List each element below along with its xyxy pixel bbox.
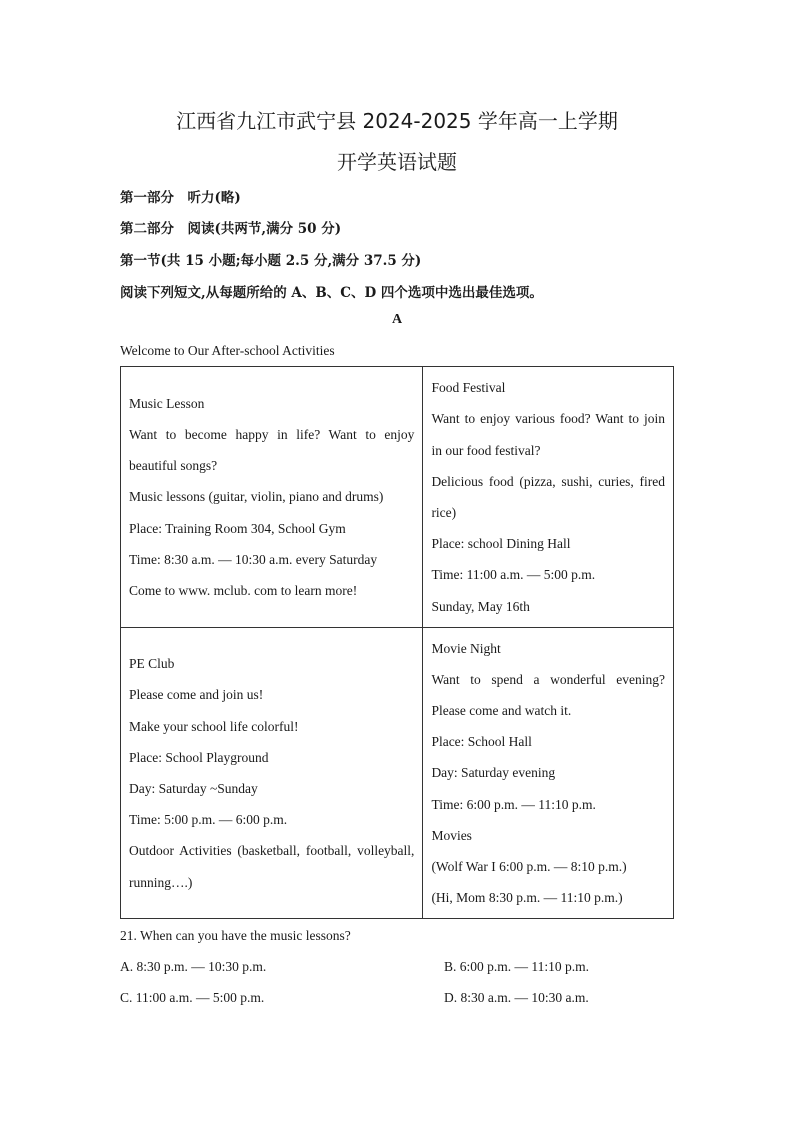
music-lesson-cell bbox=[121, 367, 423, 628]
movie-title: Movie Night bbox=[431, 640, 501, 656]
food-line: Delicious food (pizza, sushi, curies, fired bbox=[431, 473, 665, 489]
pe-line: Make your school life colorful! bbox=[129, 718, 299, 734]
movie-line: (Hi, Mom 8:30 p.m. — 11:10 p.m.) bbox=[431, 890, 623, 906]
option-d: D. 8:30 a.m. — 10:30 a.m. bbox=[444, 990, 589, 1005]
pe-title: PE Club bbox=[129, 656, 175, 672]
food-title: Food Festival bbox=[431, 380, 506, 396]
pe-line: Outdoor Activities (basketball, football, volleyball, bbox=[129, 843, 415, 859]
food-line: Sunday, May 16th bbox=[431, 598, 530, 614]
part1-heading: 第一部分 听力(略) bbox=[120, 190, 241, 206]
food-line: in our food festival? bbox=[431, 442, 541, 458]
movie-line: (Wolf War I 6:00 p.m. — 8:10 p.m.) bbox=[431, 859, 627, 874]
option-c: C. 11:00 a.m. — 5:00 p.m. bbox=[120, 990, 265, 1005]
food-line: rice) bbox=[431, 505, 457, 520]
pe-line: Place: School Playground bbox=[129, 749, 269, 765]
food-line: Time: 11:00 a.m. — 5:00 p.m. bbox=[431, 567, 596, 583]
music-line: Want to become happy in life? Want to enjoy bbox=[129, 426, 415, 442]
music-line: Come to www. mclub. com to learn more! bbox=[129, 583, 358, 598]
pe-club-cell bbox=[121, 628, 423, 919]
pe-line: Time: 5:00 p.m. — 6:00 p.m. bbox=[129, 812, 288, 828]
instruction-text: 阅读下列短文,从每题所给的 A、B、C、D 四个选项中选出最佳选项。 bbox=[120, 285, 543, 301]
music-line: beautiful songs? bbox=[129, 458, 218, 474]
pe-line: Day: Saturday ~Sunday bbox=[129, 781, 258, 796]
option-a: A. 8:30 p.m. — 10:30 p.m. bbox=[120, 959, 267, 974]
section1-heading: 第一节(共 15 小题;每小题 2.5 分,满分 37.5 分) bbox=[120, 253, 422, 269]
page-title-line2: 开学英语试题 bbox=[337, 150, 457, 174]
passage-intro: Welcome to Our After-school Activities bbox=[120, 343, 335, 358]
music-line: Place: Training Room 304, School Gym bbox=[129, 520, 346, 536]
food-festival-cell bbox=[423, 367, 674, 628]
movie-line: Please come and watch it. bbox=[431, 702, 572, 718]
movie-line: Want to spend a wonderful evening? bbox=[431, 671, 665, 687]
movie-night-cell bbox=[423, 628, 674, 919]
movie-line: Place: School Hall bbox=[431, 734, 532, 750]
activities-table bbox=[120, 366, 674, 919]
question-21-stem: 21. When can you have the music lessons? bbox=[120, 928, 351, 943]
movie-line: Day: Saturday evening bbox=[431, 765, 556, 781]
food-line: Place: school Dining Hall bbox=[431, 536, 571, 552]
page-title-line1: 江西省九江市武宁县 2024-2025 学年高一上学期 bbox=[176, 109, 618, 133]
music-line: Music lessons (guitar, violin, piano and drums) bbox=[129, 489, 384, 505]
music-title: Music Lesson bbox=[129, 395, 205, 411]
passage-label: A bbox=[391, 312, 403, 327]
music-line: Time: 8:30 a.m. — 10:30 a.m. every Saturday bbox=[129, 551, 378, 567]
movie-line: Time: 6:00 p.m. — 11:10 p.m. bbox=[431, 796, 596, 812]
food-line: Want to enjoy various food? Want to join bbox=[431, 411, 665, 427]
movie-line: Movies bbox=[431, 827, 472, 843]
option-b: B. 6:00 p.m. — 11:10 p.m. bbox=[444, 959, 590, 974]
pe-line: running….) bbox=[129, 874, 193, 890]
pe-line: Please come and join us! bbox=[129, 687, 264, 703]
part2-heading: 第二部分 阅读(共两节,满分 50 分) bbox=[120, 221, 342, 237]
